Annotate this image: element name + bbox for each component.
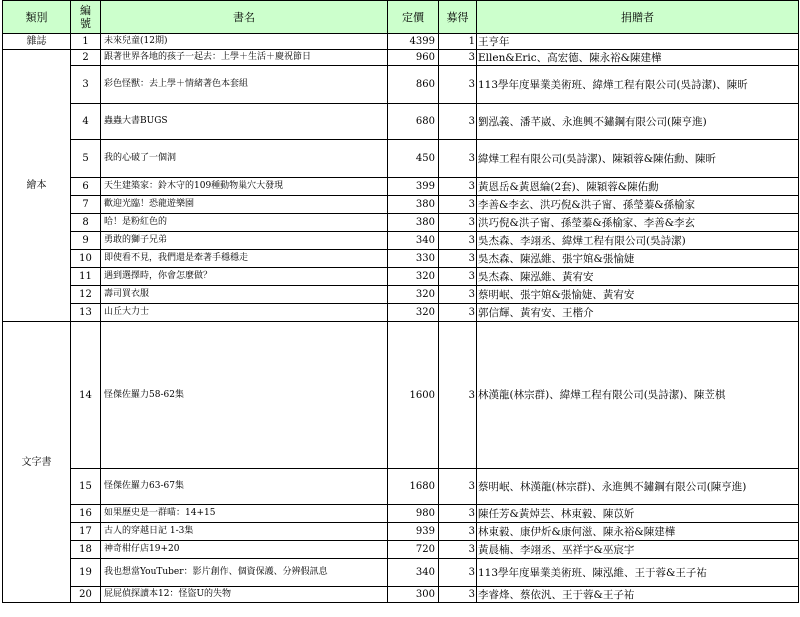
table-row (3, 66, 799, 104)
category-cell: 雜誌 (3, 34, 71, 50)
price-cell: 399 (388, 178, 439, 196)
title-cell: 壽司買衣服 (101, 286, 388, 304)
table-row (3, 286, 799, 304)
header-title: 書名 (101, 1, 388, 34)
title-cell: 我的心破了一個洞 (101, 140, 388, 178)
quantity-cell: 3 (439, 232, 477, 250)
price-cell: 380 (388, 196, 439, 214)
table-row (3, 50, 799, 66)
table-row (3, 232, 799, 250)
price-cell: 1680 (388, 469, 439, 505)
title-cell: 跟著世界各地的孩子一起去：上學＋生活＋慶祝節日 (101, 50, 388, 66)
quantity-cell: 3 (439, 66, 477, 104)
quantity-cell: 3 (439, 304, 477, 322)
title-cell: 蟲蟲大書BUGS (101, 104, 388, 140)
number-cell: 1 (71, 34, 101, 50)
number-cell: 10 (71, 250, 101, 268)
title-cell: 古人的穿越日記 1-3集 (101, 523, 388, 541)
title-cell: 山丘大力士 (101, 304, 388, 322)
title-cell: 我也想當YouTuber：影片創作、個資保護、分辨假訊息 (101, 559, 388, 587)
category-cell: 文字書 (3, 322, 71, 603)
donor-cell: Ellen&Eric、高宏德、陳永裕&陳建樺 (477, 50, 799, 66)
price-cell: 960 (388, 50, 439, 66)
title-cell: 未來兒童(12期) (101, 34, 388, 50)
price-cell: 980 (388, 505, 439, 523)
price-cell: 320 (388, 268, 439, 286)
table-row (3, 250, 799, 268)
table-row (3, 34, 799, 50)
number-cell: 20 (71, 587, 101, 603)
quantity-cell: 3 (439, 505, 477, 523)
number-cell: 2 (71, 50, 101, 66)
number-cell: 8 (71, 214, 101, 232)
title-cell: 即使看不見，我們還是牽著手穩穩走 (101, 250, 388, 268)
quantity-cell: 3 (439, 268, 477, 286)
title-cell: 勇敢的獅子兄弟 (101, 232, 388, 250)
number-cell: 16 (71, 505, 101, 523)
table-row (3, 140, 799, 178)
header-quantity: 募得 (439, 1, 477, 34)
price-cell: 320 (388, 304, 439, 322)
header-row (3, 1, 799, 34)
header-number: 編號 (71, 1, 101, 34)
number-cell: 4 (71, 104, 101, 140)
number-cell: 9 (71, 232, 101, 250)
donor-cell: 吳杰森、陳泓維、張宇婠&張愉婕 (477, 250, 799, 268)
table-row (3, 322, 799, 469)
quantity-cell: 3 (439, 523, 477, 541)
quantity-cell: 3 (439, 286, 477, 304)
donation-table (2, 0, 799, 603)
price-cell: 300 (388, 587, 439, 603)
price-cell: 340 (388, 232, 439, 250)
price-cell: 1600 (388, 322, 439, 469)
number-cell: 6 (71, 178, 101, 196)
donor-cell: 蔡明岷、張宇婠&張愉婕、黃宥安 (477, 286, 799, 304)
donor-cell: 吳杰森、李翊丞、緯燁工程有限公司(吳詩潔) (477, 232, 799, 250)
quantity-cell: 3 (439, 214, 477, 232)
title-cell: 如果歷史是一群喵：14+15 (101, 505, 388, 523)
table-row (3, 541, 799, 559)
donor-cell: 蔡明岷、林漢龍(林宗群)、永進興不鏽鋼有限公司(陳亨進) (477, 469, 799, 505)
donor-cell: 黃晨楠、李翊丞、巫祥宇&巫宸宇 (477, 541, 799, 559)
quantity-cell: 1 (439, 34, 477, 50)
quantity-cell: 3 (439, 250, 477, 268)
price-cell: 680 (388, 104, 439, 140)
number-cell: 18 (71, 541, 101, 559)
number-cell: 12 (71, 286, 101, 304)
price-cell: 4399 (388, 34, 439, 50)
donor-cell: 陳任芳&黃焯芸、林東毅、陳苡妡 (477, 505, 799, 523)
donor-cell: 吳杰森、陳泓維、黃宥安 (477, 268, 799, 286)
title-cell: 彩色怪獸：去上學＋情緒著色本套組 (101, 66, 388, 104)
number-cell: 5 (71, 140, 101, 178)
number-cell: 17 (71, 523, 101, 541)
header-donor: 捐贈者 (477, 1, 799, 34)
table-row (3, 196, 799, 214)
quantity-cell: 3 (439, 469, 477, 505)
title-cell: 神奇柑仔店19+20 (101, 541, 388, 559)
price-cell: 330 (388, 250, 439, 268)
header-category: 類別 (3, 1, 71, 34)
table-row (3, 523, 799, 541)
number-cell: 13 (71, 304, 101, 322)
table-row (3, 505, 799, 523)
number-cell: 7 (71, 196, 101, 214)
number-cell: 3 (71, 66, 101, 104)
quantity-cell: 3 (439, 104, 477, 140)
table-row (3, 178, 799, 196)
table-row (3, 559, 799, 587)
price-cell: 450 (388, 140, 439, 178)
donor-cell: 113學年度畢業美術班、緯燁工程有限公司(吳詩潔)、陳昕 (477, 66, 799, 104)
number-cell: 19 (71, 559, 101, 587)
title-cell: 遇到選擇時，你會怎麼做？ (101, 268, 388, 286)
price-cell: 720 (388, 541, 439, 559)
table-row (3, 304, 799, 322)
table-row (3, 104, 799, 140)
price-cell: 380 (388, 214, 439, 232)
price-cell: 860 (388, 66, 439, 104)
donor-cell: 劉泓義、潘芊崴、永進興不鏽鋼有限公司(陳亨進) (477, 104, 799, 140)
title-cell: 歡迎光臨！恐龍遊樂園 (101, 196, 388, 214)
quantity-cell: 3 (439, 587, 477, 603)
title-cell: 天生建築家：鈴木守的109種動物巢穴大發現 (101, 178, 388, 196)
donor-cell: 林漢龍(林宗群)、緯燁工程有限公司(吳詩潔)、陳苙棋 (477, 322, 799, 469)
donor-cell: 113學年度畢業美術班、陳泓維、王于蓉&王子祐 (477, 559, 799, 587)
quantity-cell: 3 (439, 178, 477, 196)
price-cell: 320 (388, 286, 439, 304)
donor-cell: 林東毅、康伊炘&康何滋、陳永裕&陳建樺 (477, 523, 799, 541)
title-cell: 怪傑佐羅力63-67集 (101, 469, 388, 505)
header-price: 定價 (388, 1, 439, 34)
table-row (3, 469, 799, 505)
donor-cell: 李善&李玄、洪巧倪&洪子甯、孫瑩蓁&孫榆家 (477, 196, 799, 214)
donor-cell: 李睿烽、蔡依汎、王于蓉&王子祐 (477, 587, 799, 603)
quantity-cell: 3 (439, 322, 477, 469)
quantity-cell: 3 (439, 140, 477, 178)
category-cell: 繪本 (3, 50, 71, 322)
quantity-cell: 3 (439, 541, 477, 559)
table-row (3, 268, 799, 286)
price-cell: 340 (388, 559, 439, 587)
table-row (3, 214, 799, 232)
title-cell: 哈！是粉紅色的 (101, 214, 388, 232)
number-cell: 11 (71, 268, 101, 286)
number-cell: 14 (71, 322, 101, 469)
donor-cell: 郭信輝、黃宥安、王楷介 (477, 304, 799, 322)
quantity-cell: 3 (439, 559, 477, 587)
donor-cell: 緯燁工程有限公司(吳詩潔)、陳穎蓉&陳佑勳、陳昕 (477, 140, 799, 178)
number-cell: 15 (71, 469, 101, 505)
quantity-cell: 3 (439, 196, 477, 214)
donor-cell: 黃恩岳&黃恩綸(2套)、陳穎蓉&陳佑勳 (477, 178, 799, 196)
price-cell: 939 (388, 523, 439, 541)
table-row (3, 587, 799, 603)
donor-cell: 洪巧倪&洪子甯、孫瑩蓁&孫榆家、李善&李玄 (477, 214, 799, 232)
title-cell: 怪傑佐羅力58-62集 (101, 322, 388, 469)
quantity-cell: 3 (439, 50, 477, 66)
title-cell: 屁屁偵探讀本12：怪盜U的失物 (101, 587, 388, 603)
donor-cell: 王亨年 (477, 34, 799, 50)
